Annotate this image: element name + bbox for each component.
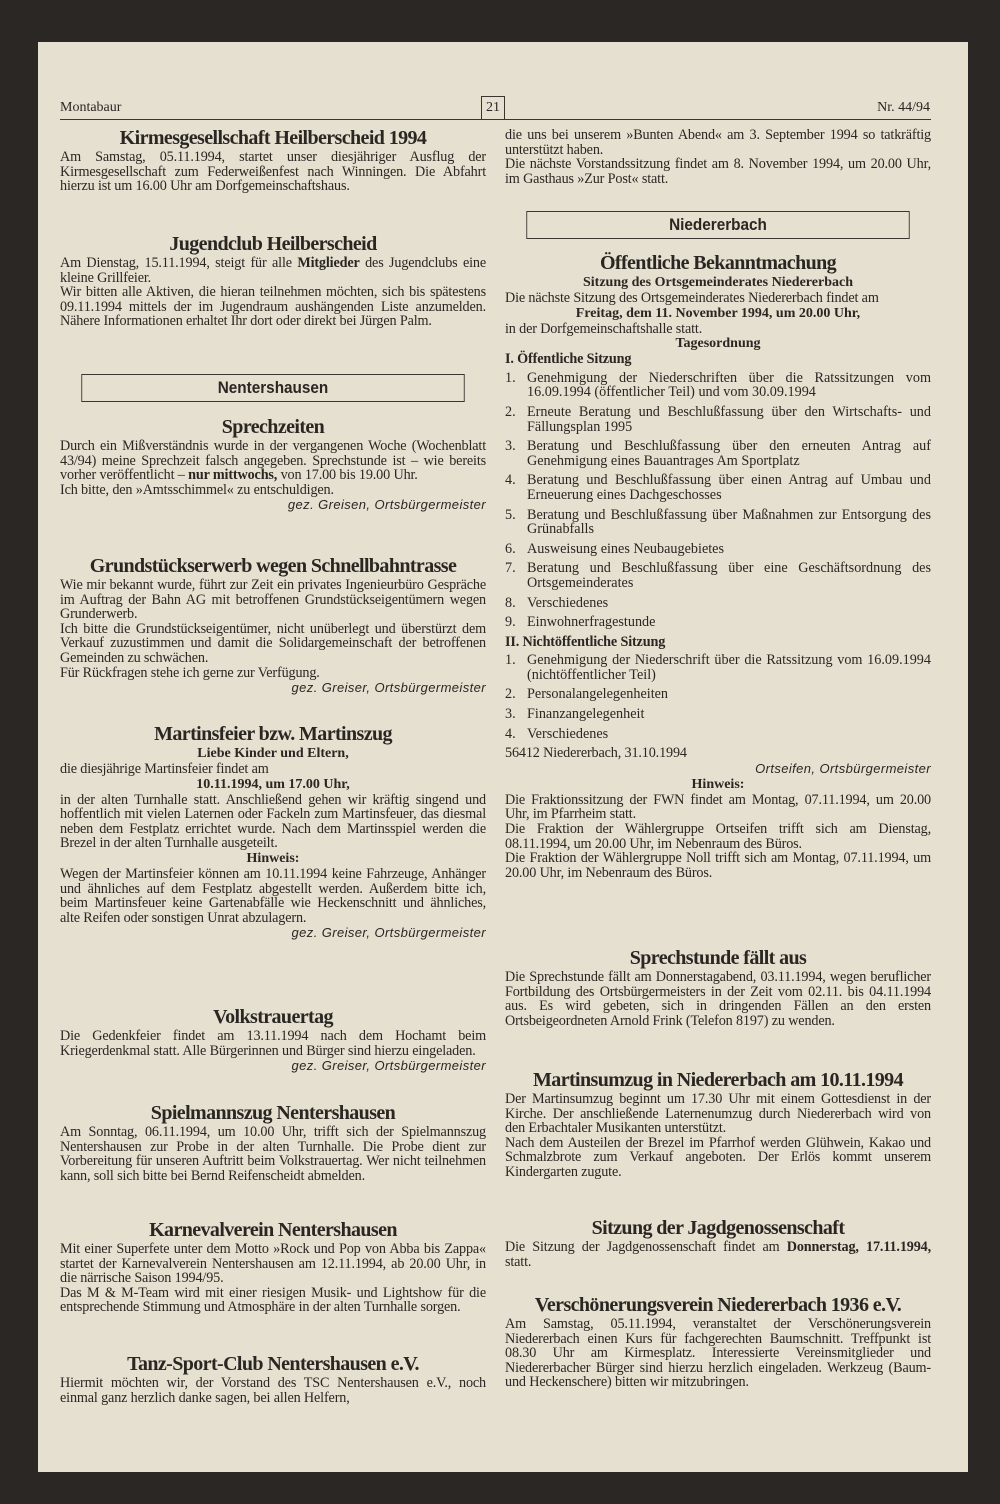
section-header-nentershausen: Nentershausen: [81, 374, 464, 402]
item-text: Beratung und Beschlußfassung über Maßnahmen zur Entsorgung des Grünabfalls: [527, 506, 931, 538]
article-kirmes: [60, 126, 486, 194]
article-karnevalverein: [60, 1218, 486, 1315]
item-number: 2.: [505, 686, 516, 703]
article-body: die diesjährige Martinsfeier findet am: [60, 761, 269, 777]
article-body: Der Martinsumzug beginnt um 17.30 Uhr mit einem Gottesdienst in der Kirche. Der anschließende Laternenumzug durch Niedererbach wird von den Erbachtaler Musikanten unterstützt.: [505, 1091, 931, 1137]
text: des Jugendclubs eine kleine Grillfeier.: [60, 255, 486, 286]
agenda-private-list: [505, 653, 931, 741]
agenda-item: [505, 405, 931, 434]
agenda-item: [505, 687, 931, 702]
item-text: Beratung und Beschlußfassung über einen Antrag auf Umbau und Erneuerung eines Dachgeschosses: [527, 472, 931, 503]
article-title: Sitzung der Jagdgenossenschaft: [591, 1217, 845, 1239]
item-text: Verschiedenes: [527, 594, 609, 611]
article-title: Kirmesgesellschaft Heilberscheid 1994: [119, 127, 427, 149]
item-text: Verschiedenes: [527, 725, 609, 742]
article-body: Für Rückfragen stehe ich gerne zur Verfügung.: [60, 664, 320, 681]
place-date: 56412 Niedererbach, 31.10.1994: [505, 745, 687, 762]
item-text: Ausweisung eines Neubaugebietes: [527, 540, 724, 557]
article-body: Am Samstag, 05.11.1994, startet unser diesjähriger Ausflug der Kirmesgesellschaft zum Federweißenfest nach Winningen. Die Abfahrt hierzu ist um 16.00 Uhr am Dorfgemeinschaftshaus.: [60, 149, 486, 195]
text: Die Sitzung der Jagdgenossenschaft findet am: [505, 1239, 787, 1255]
text: statt.: [505, 1253, 532, 1270]
item-text: Personalangelegenheiten: [527, 686, 669, 703]
article-body: Die Fraktion der Wählergruppe Noll trifft sich am Montag, 07.11.1994, um 20.00 Uhr, im Nebenraum des Büros.: [505, 850, 931, 881]
agenda-public-heading: [505, 352, 931, 367]
item-number: 9.: [505, 614, 516, 631]
newspaper-page: [38, 42, 968, 1472]
article-title: Volkstrauertag: [213, 1006, 333, 1028]
article-body: Wegen der Martinsfeier können am 10.11.1994 keine Fahrzeuge, Anhänger und ähnliches auf dem Festplatz abgestellt werden. Außerdem bitte ich, beim Martinsfeuer keine Gartenabfälle wie Heckenschnitt und ähnliches, alte Reifen oder sonstigen Unrat abzulagern.: [60, 865, 486, 926]
bold-text: II. Nichtöffentliche Sitzung: [505, 633, 666, 650]
bold-text: Mitglieder: [297, 255, 360, 271]
article-body: Die nächste Sitzung des Ortsgemeinderates Niedererbach findet am: [505, 290, 879, 306]
item-number: 7.: [505, 560, 516, 577]
article-spielmannszug: [60, 1101, 486, 1183]
item-text: Finanzangelegenheit: [527, 706, 645, 723]
text: Durch ein Mißverständnis wurde in der vergangenen Woche (Wochenblatt 43/94) meine Sprechzeit falsch angegeben. Sprechstunde ist – wie bereits vorher veröffentlicht –: [60, 438, 486, 484]
item-number: 5.: [505, 506, 516, 523]
item-text: Genehmigung der Niederschriften über die Ratssitzungen vom 16.09.1994 (öffentlicher Teil) und vom 30.09.1994: [527, 369, 931, 401]
hinweis-heading: Hinweis:: [691, 776, 745, 792]
item-text: Beratung und Beschlußfassung über den erneuten Antrag auf Genehmigung eines Bauantrages Am Sportplatz: [527, 438, 931, 469]
agenda-item: [505, 473, 931, 502]
article-body: Wir bitten alle Aktiven, die hieran teilnehmen möchten, sich bis spätestens 09.11.1994 mittels der im Jugendraum aushängenden Liste anzumelden. Nähere Informationen erhaltet Ihr dort oder direkt bei Jürgen Palm.: [60, 284, 486, 330]
article-title: Karnevalverein Nentershausen: [149, 1219, 397, 1241]
item-text: Erneute Beratung und Beschlußfassung über den Wirtschafts- und Fällungsplan 1995: [527, 403, 931, 435]
article-martinsfeier: [60, 722, 486, 941]
article-body: Wie mir bekannt wurde, führt zur Zeit ein privates Ingenieurbüro Gespräche im Auftrag der Bahn AG mit betroffenen Grundstückseigentümern wegen Grunderwerb.: [60, 577, 486, 623]
section-header-niedererbach: Niedererbach: [526, 211, 909, 239]
agenda-item: [505, 371, 931, 400]
article-body: die uns bei unserem »Bunten Abend« am 3. September 1994 so tatkräftig unterstützt haben.: [505, 127, 931, 158]
header-town: Montabaur: [60, 100, 122, 115]
article-body: Die Fraktion der Wählergruppe Ortseifen trifft sich am Dienstag, 08.11.1994, um 20.00 Uhr, im Nebenraum des Büros.: [505, 821, 931, 852]
hinweis-heading: Hinweis:: [246, 850, 300, 866]
agenda-item: [505, 542, 931, 557]
bold-text: Donnerstag, 17.11.1994,: [786, 1239, 931, 1255]
agenda-item: [505, 508, 931, 537]
article-title: Tanz-Sport-Club Nentershausen e.V.: [127, 1353, 419, 1375]
article-body: Am Sonntag, 06.11.1994, um 10.00 Uhr, trifft sich der Spielmannszug Nentershausen zur Probe in der alten Turnhalle. Die Probe dient zur Vorbereitung für unseren Auftritt beim Volkstrauertag. Wer nicht teilnehmen kann, soll sich bitte bei Bernd Reifenscheidt abmelden.: [60, 1124, 486, 1184]
signature: gez. Greisen, Ortsbürgermeister: [287, 497, 486, 513]
article-body: Ich bitte, den »Amtsschimmel« zu entschuldigen.: [60, 481, 334, 498]
agenda-item: [505, 439, 931, 468]
agenda-item: [505, 653, 931, 682]
article-subtitle: Liebe Kinder und Eltern,: [197, 746, 349, 761]
item-number: 4.: [505, 472, 516, 489]
issue-number: Nr. 44/94: [877, 100, 930, 115]
text: von 17.00 bis 19.00 Uhr.: [277, 467, 418, 484]
article-subtitle: Sitzung des Ortsgemeinderates Niedererbach: [583, 275, 853, 290]
article-title: Spielmannszug Nentershausen: [150, 1102, 396, 1124]
article-martinsumzug: [505, 1068, 931, 1180]
article-body: Die Gedenkfeier findet am 13.11.1994 nach dem Hochamt beim Kriegerdenkmal statt. Alle Bürgerinnen und Bürger sind hierzu eingeladen.: [60, 1028, 486, 1059]
page-number: 21: [481, 96, 505, 120]
agenda-item: [505, 707, 931, 722]
article-title: Grundstückserwerb wegen Schnellbahntrasse: [89, 555, 457, 577]
article-body: Die nächste Vorstandssitzung findet am 8. November 1994, um 20.00 Uhr, im Gasthaus »Zur Post« statt.: [505, 156, 931, 187]
item-number: 2.: [505, 403, 516, 420]
article-jugendclub: [60, 232, 486, 329]
item-text: Einwohnerfragestunde: [527, 614, 656, 631]
article-title: Sprechzeiten: [221, 416, 325, 438]
item-number: 3.: [505, 706, 516, 723]
article-body: Die Fraktionssitzung der FWN findet am Montag, 07.11.1994, um 20.00 Uhr, im Pfarrheim statt.: [505, 791, 931, 823]
article-jagdgenossenschaft: [505, 1216, 931, 1269]
article-bekanntmachung: [505, 251, 931, 880]
signature: gez. Greiser, Ortsbürgermeister: [291, 680, 486, 696]
article-title: Martinsfeier bzw. Martinszug: [154, 723, 392, 745]
article-body: Das M & M-Team wird mit einer riesigen Musik- und Lightshow für die entsprechende Stimmung und Atmosphäre in der alten Turnhalle sorgen.: [60, 1284, 486, 1316]
item-number: 8.: [505, 594, 516, 611]
agenda-item: [505, 561, 931, 590]
item-text: Genehmigung der Niederschrift über die Ratssitzung vom 16.09.1994 (nichtöffentlicher Teil): [527, 652, 931, 683]
article-body: [60, 256, 486, 285]
article-title: Martinsumzug in Niedererbach am 10.11.1994: [533, 1069, 903, 1091]
item-number: 4.: [505, 725, 516, 742]
article-body: Hiermit möchten wir, der Vorstand des TSC Nentershausen e.V., noch einmal ganz herzlich danke sagen, bei allen Helfern,: [60, 1375, 486, 1406]
article-title: Jugendclub Heilberscheid: [169, 233, 377, 255]
article-volkstrauertag: [60, 1005, 486, 1074]
signature: gez. Greiser, Ortsbürgermeister: [291, 925, 486, 941]
agenda-title: Tagesordnung: [675, 336, 761, 352]
article-body: [505, 1240, 931, 1269]
bold-text: nur mittwochs,: [188, 467, 278, 484]
agenda-item: [505, 596, 931, 611]
article-body: Am Samstag, 05.11.1994, veranstaltet der Verschönerungsverein Niedererbach einen Kurs für fachgerechten Baumschnitt. Treffpunkt ist 08.30 Uhr am Kirmesplatz. Interessierte Vereinsmitglieder und Niedererbacher Bürger sind hierzu herzlich eingeladen. Werkzeug (Baum- und Heckenschere) bitten wir mitzubringen.: [505, 1316, 931, 1391]
article-sprechstunde: [505, 946, 931, 1028]
agenda-item: [505, 727, 931, 742]
article-body: Nach dem Austeilen der Brezel im Pfarrhof werden Glühwein, Kakao und Schmalzbrote zum Verkauf angeboten. Der Erlös kommt unserem Kindergarten zugute.: [505, 1134, 931, 1180]
article-body: Mit einer Superfete unter dem Motto »Rock und Pop von Abba bis Zappa« startet der Karnevalverein Nentershausen am 12.11.1994, ab 20.00 Uhr, in die närrische Saison 1994/95.: [60, 1241, 486, 1287]
item-number: 3.: [505, 438, 516, 455]
agenda-private-heading: [505, 635, 931, 650]
article-title: Sprechstunde fällt aus: [629, 947, 807, 969]
article-tanzsportclub: [60, 1352, 486, 1405]
text: Am Dienstag, 15.11.1994, steigt für alle: [60, 255, 298, 271]
event-date: Freitag, dem 11. November 1994, um 20.00 Uhr,: [575, 305, 861, 321]
item-text: Beratung und Beschlußfassung über eine Geschäftsordnung des Ortsgemeinderates: [527, 560, 931, 591]
article-title: Öffentliche Bekanntmachung: [599, 252, 837, 274]
item-number: 6.: [505, 540, 516, 557]
signature: gez. Greiser, Ortsbürgermeister: [291, 1058, 486, 1074]
right-column: [505, 42, 931, 1472]
item-number: 1.: [505, 369, 516, 386]
article-title: Verschönerungsverein Niedererbach 1936 e.V.: [534, 1294, 902, 1316]
article-body: in der Dorfgemeinschaftshalle statt.: [505, 320, 703, 337]
article-body: in der alten Turnhalle statt. Anschließend gehen wir kräftig singend und hoffentlich mit vielen Laternen oder Fackeln zum Martinsfeuer, das diesmal neben dem Festplatz errichtet wurde. Nach dem Martinsspiel werden die Brezel in der alten Turnhalle ausgeteilt.: [60, 791, 486, 852]
signature: Ortseifen, Ortsbürgermeister: [755, 760, 931, 776]
bold-text: I. Öffentliche Sitzung: [505, 351, 632, 368]
article-body: Ich bitte die Grundstückseigentümer, nicht unüberlegt und überstürzt dem Verkauf zuzustimmen und damit die Solidargemeinschaft der betroffenen Gemeinden zu schwächen.: [60, 620, 486, 666]
event-date: 10.11.1994, um 17.00 Uhr,: [196, 776, 350, 792]
item-number: 1.: [505, 652, 516, 669]
article-body: [60, 439, 486, 483]
left-column: [60, 42, 486, 1472]
article-sprechzeiten: [60, 415, 486, 513]
agenda-public-list: [505, 371, 931, 630]
article-grundstueckserwerb: [60, 554, 486, 696]
agenda-item: [505, 615, 931, 630]
article-tanzsportclub-continued: [505, 128, 931, 186]
article-body: Die Sprechstunde fällt am Donnerstagabend, 03.11.1994, wegen beruflicher Fortbildung des Ortsbürgermeisters in der Zeit vom 02.11. bis 04.11.1994 aus. Es wird gebeten, sich in dringenden Fällen an den ersten Ortsbeigeordneten Arnold Frink (Telefon 8197) zu wenden.: [505, 969, 931, 1029]
article-verschoenerungsverein: [505, 1293, 931, 1390]
